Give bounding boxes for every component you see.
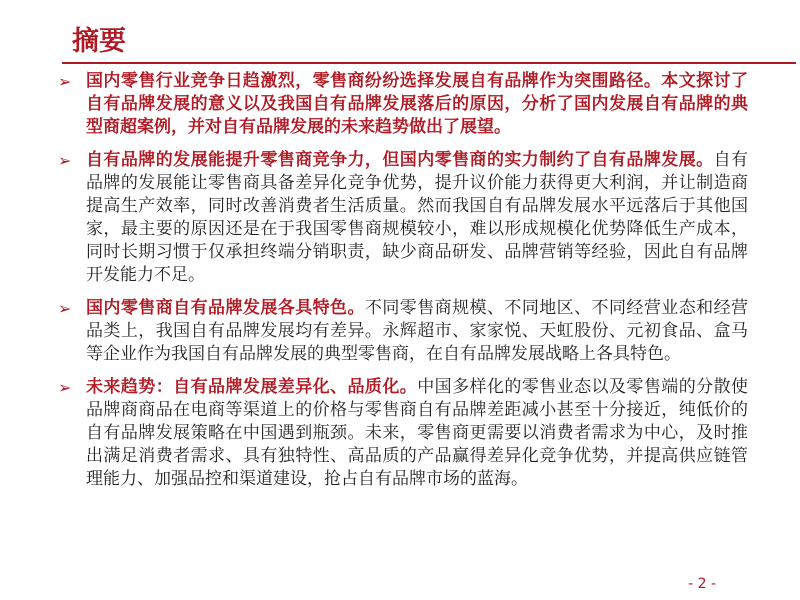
bullet-highlight: 国内零售商自有品牌发展各具特色。 — [86, 298, 365, 318]
bullet-text: 不同零售商规模、不同地区、不同经营业态和经营品类上，我国自有品牌发展均有差异。永辉超市、家家悦、天虹股份、元初食品、盒马等企业作为我国自有品牌发展的典型零售商，在自有品牌发展战略上各具特色。 — [86, 298, 749, 364]
bullet-item-future-trend — [58, 376, 748, 491]
bullet-highlight: 未来趋势：自有品牌发展差异化、品质化。 — [86, 377, 418, 397]
bullet-item-summary — [58, 70, 748, 139]
title-divider — [62, 62, 796, 64]
bullet-text: 中国多样化的零售业态以及零售端的分散使品牌商商品在电商等渠道上的价格与零售商自有品牌差距减小甚至十分接近，纯低价的自有品牌发展策略在中国遇到瓶颈。未来，零售商更需要以消费者需求为中心，及时推出满足消费者需求、具有独特性、高品质的产品赢得差异化竞争优势，并提高供应链管理能力、加强品控和渠道建设，抢占自有品牌市场的蓝海。 — [86, 377, 749, 489]
arrow-bullet-icon: ➢ — [58, 72, 72, 91]
slide-title: 摘要 — [72, 26, 126, 57]
bullet-item-competitiveness — [58, 149, 748, 287]
bullet-list — [58, 70, 748, 501]
page-number: - 2 - — [688, 576, 716, 592]
bullet-highlight: 国内零售行业竞争日趋激烈，零售商纷纷选择发展自有品牌作为突围路径。本文探讨了自有品牌发展的意义以及我国自有品牌发展落后的原因，分析了国内发展自有品牌的典型商超案例，并对自有品牌发展的未来趋势做出了展望。 — [86, 71, 748, 137]
bullet-highlight: 自有品牌的发展能提升零售商竞争力，但国内零售商的实力制约了自有品牌发展。 — [86, 150, 714, 170]
bullet-text: 自有品牌的发展能让零售商具备差异化竞争优势，提升议价能力获得更大利润，并让制造商提高生产效率，同时改善消费者生活质量。然而我国自有品牌发展水平远落后于其他国家，最主要的原因还是在于我国零售商规模较小，难以形成规模化优势降低生产成本，同时长期习惯于仅承担终端分销职责，缺少商品研发、品牌营销等经验，因此自有品牌开发能力不足。 — [86, 150, 749, 285]
arrow-bullet-icon: ➢ — [58, 378, 72, 397]
bullet-item-domestic-cases — [58, 297, 748, 366]
arrow-bullet-icon: ➢ — [58, 299, 72, 318]
arrow-bullet-icon: ➢ — [58, 151, 72, 170]
